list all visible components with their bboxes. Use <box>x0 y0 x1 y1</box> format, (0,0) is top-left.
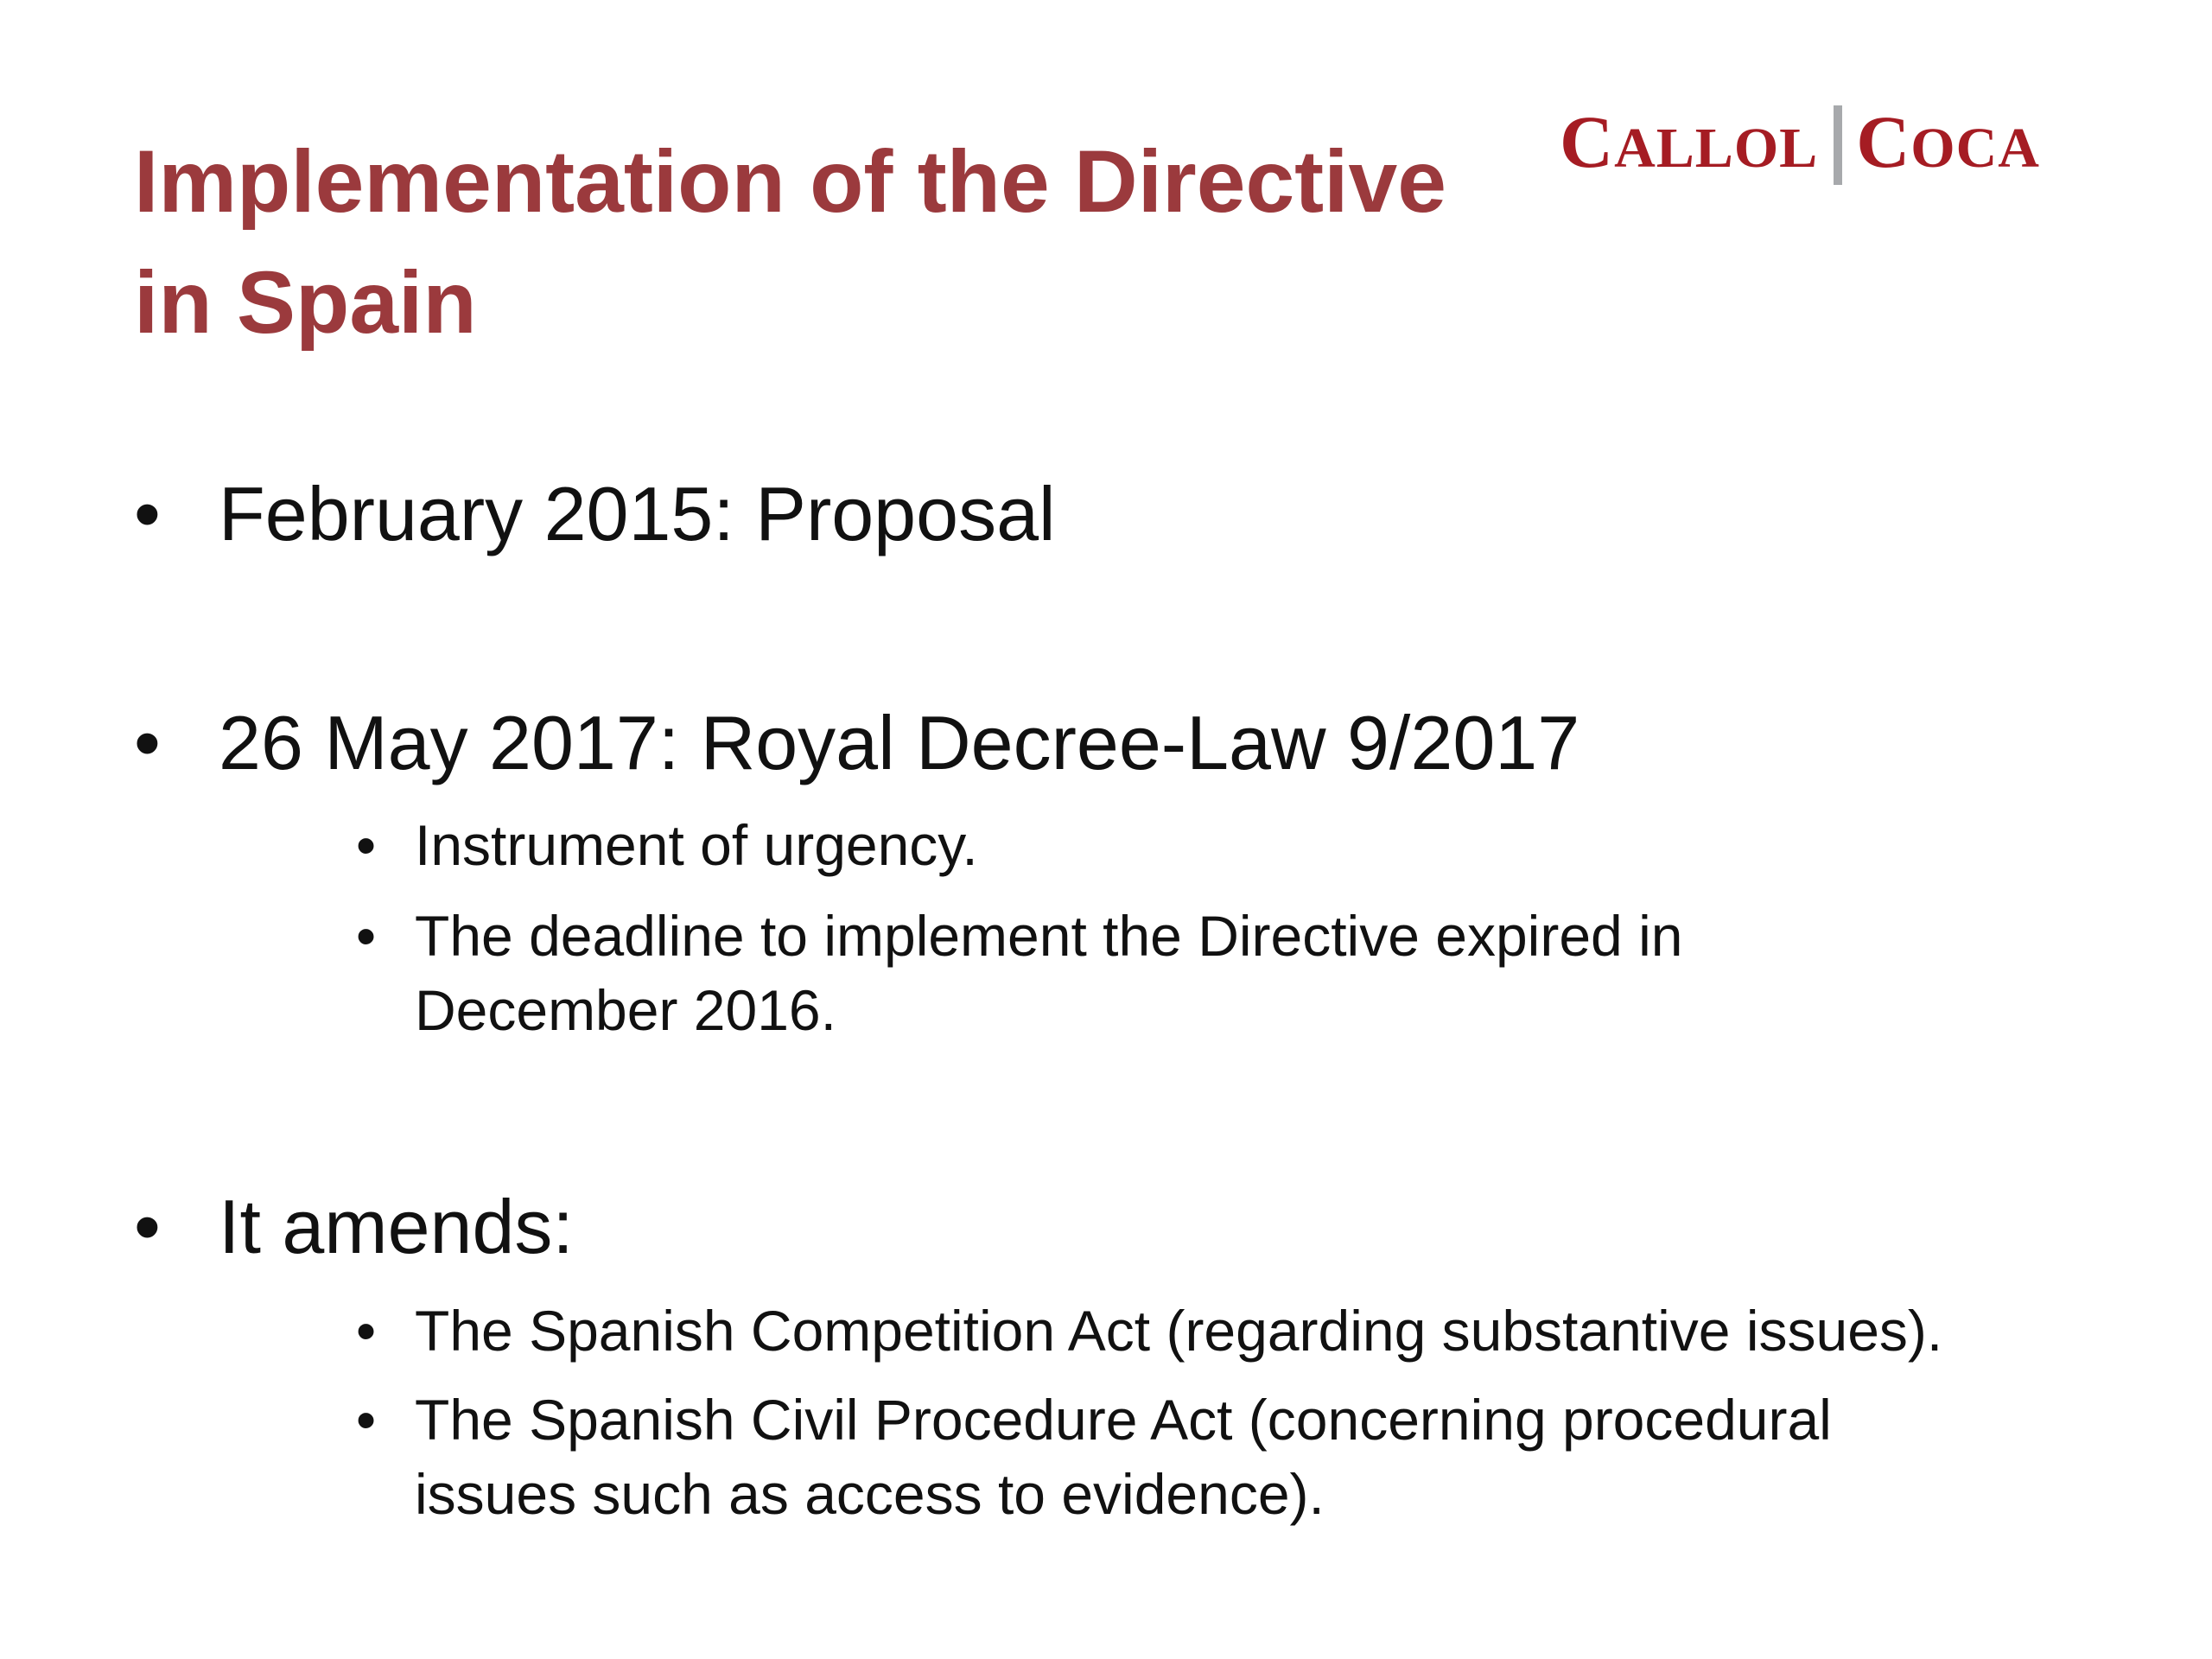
logo-letters: OCA <box>1910 117 2040 180</box>
sub-bullet-dot: • <box>356 813 377 877</box>
sub-bullet-dot: • <box>356 904 377 968</box>
bullet-dot: • <box>134 471 161 556</box>
sub-bullet-dot: • <box>356 1299 377 1363</box>
bullet-text: It amends: <box>219 1184 574 1269</box>
sub-bullet-text: Instrument of urgency. <box>415 813 978 877</box>
bullet-text: February 2015: Proposal <box>219 471 1056 556</box>
bullet-text: 26 May 2017: Royal Decree-Law 9/2017 <box>219 700 1580 785</box>
logo-letters: ALLOL <box>1614 117 1819 180</box>
slide-title-line-1: Implementation of the Directive <box>134 132 1446 231</box>
logo-letter: C <box>1856 100 1911 183</box>
bullet-dot: • <box>134 700 161 785</box>
logo-letter: C <box>1560 100 1615 183</box>
sub-bullet-text: The Spanish Civil Procedure Act (concerning procedural issues such as access to evidence). <box>415 1388 1832 1526</box>
sub-bullet-dot: • <box>356 1388 377 1452</box>
slide-title-line-2: in Spain <box>134 253 477 352</box>
bullet-dot: • <box>134 1184 161 1269</box>
sub-bullet-text: The Spanish Competition Act (regarding substantive issues). <box>415 1299 1943 1363</box>
sub-bullet-text: The deadline to implement the Directive expired in December 2016. <box>415 904 1683 1042</box>
